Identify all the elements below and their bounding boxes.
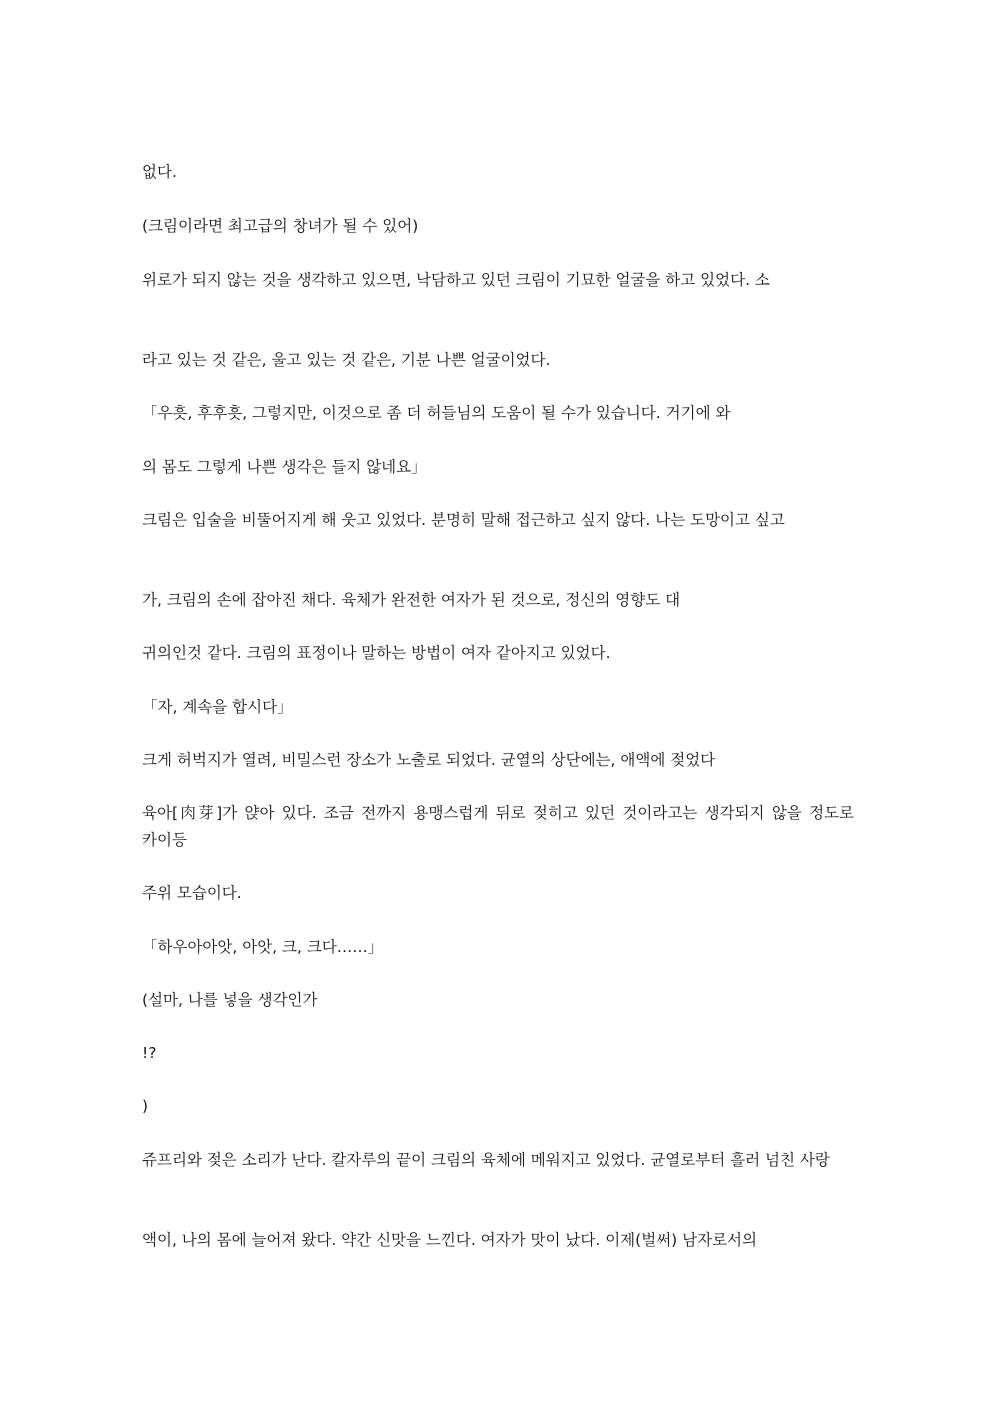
text-paragraph: 육아[肉芽]가 얁아 있다. 조금 전까지 용맹스럽게 뒤로 젖히고 있던 것이라고는 생각되지 않을 정도로 카이등: [142, 804, 859, 849]
text-paragraph: 크림은 입술을 비뚤어지게 해 웃고 있었다. 분명히 말해 접근하고 싶지 않다. 나는 도망이고 싶고: [142, 511, 785, 529]
text-line: 없다.: [142, 163, 177, 181]
dialogue-line: 「하우아아앗, 아앗, 크, 크다……」: [142, 938, 384, 956]
text-line: 귀의인것 같다. 크림의 표정이나 말하는 방법이 여자 같아지고 있었다.: [142, 644, 611, 662]
text-line: 크게 허벅지가 열려, 비밀스런 장소가 노출로 되었다. 균열의 상단에는, 애액에 젖었다: [142, 751, 716, 769]
text-line: (크림이라면 최고급의 창녀가 될 수 있어): [142, 217, 419, 235]
text-line: 액이, 나의 몸에 늘어져 왔다. 약간 신맛을 느낀다. 여자가 맛이 났다. 이제(벌써) 남자로서의: [142, 1231, 757, 1249]
text-line: 라고 있는 것 같은, 울고 있는 것 같은, 기분 나쁜 얼굴이었다.: [142, 351, 551, 369]
dialogue-line: 의 몸도 그렇게 나쁜 생각은 들지 않네요」: [142, 458, 427, 476]
text-paragraph: 쥬프리와 젖은 소리가 난다. 칼자루의 끝이 크림의 육체에 메워지고 있었다. 균열로부터 흘러 넘친 사랑: [142, 1151, 830, 1169]
text-line: 가, 크림의 손에 잡아진 채다. 육체가 완전한 여자가 된 것으로, 정신의 영향도 대: [142, 591, 681, 609]
text-line: ): [142, 1097, 149, 1115]
text-line: 주위 모습이다.: [142, 884, 242, 902]
dialogue-line: 「우흣, 후후흣, 그렇지만, 이것으로 좀 더 허들님의 도움이 될 수가 있습니다. 거기에 와: [142, 404, 731, 422]
text-line: !?: [142, 1044, 157, 1062]
dialogue-line: 「자, 계속을 합시다」: [142, 698, 293, 716]
text-paragraph: 위로가 되지 않는 것을 생각하고 있으면, 낙담하고 있던 크림이 기묘한 얼굴을 하고 있었다. 소: [142, 271, 770, 289]
text-line: (설마, 나를 넣을 생각인가: [142, 991, 318, 1009]
